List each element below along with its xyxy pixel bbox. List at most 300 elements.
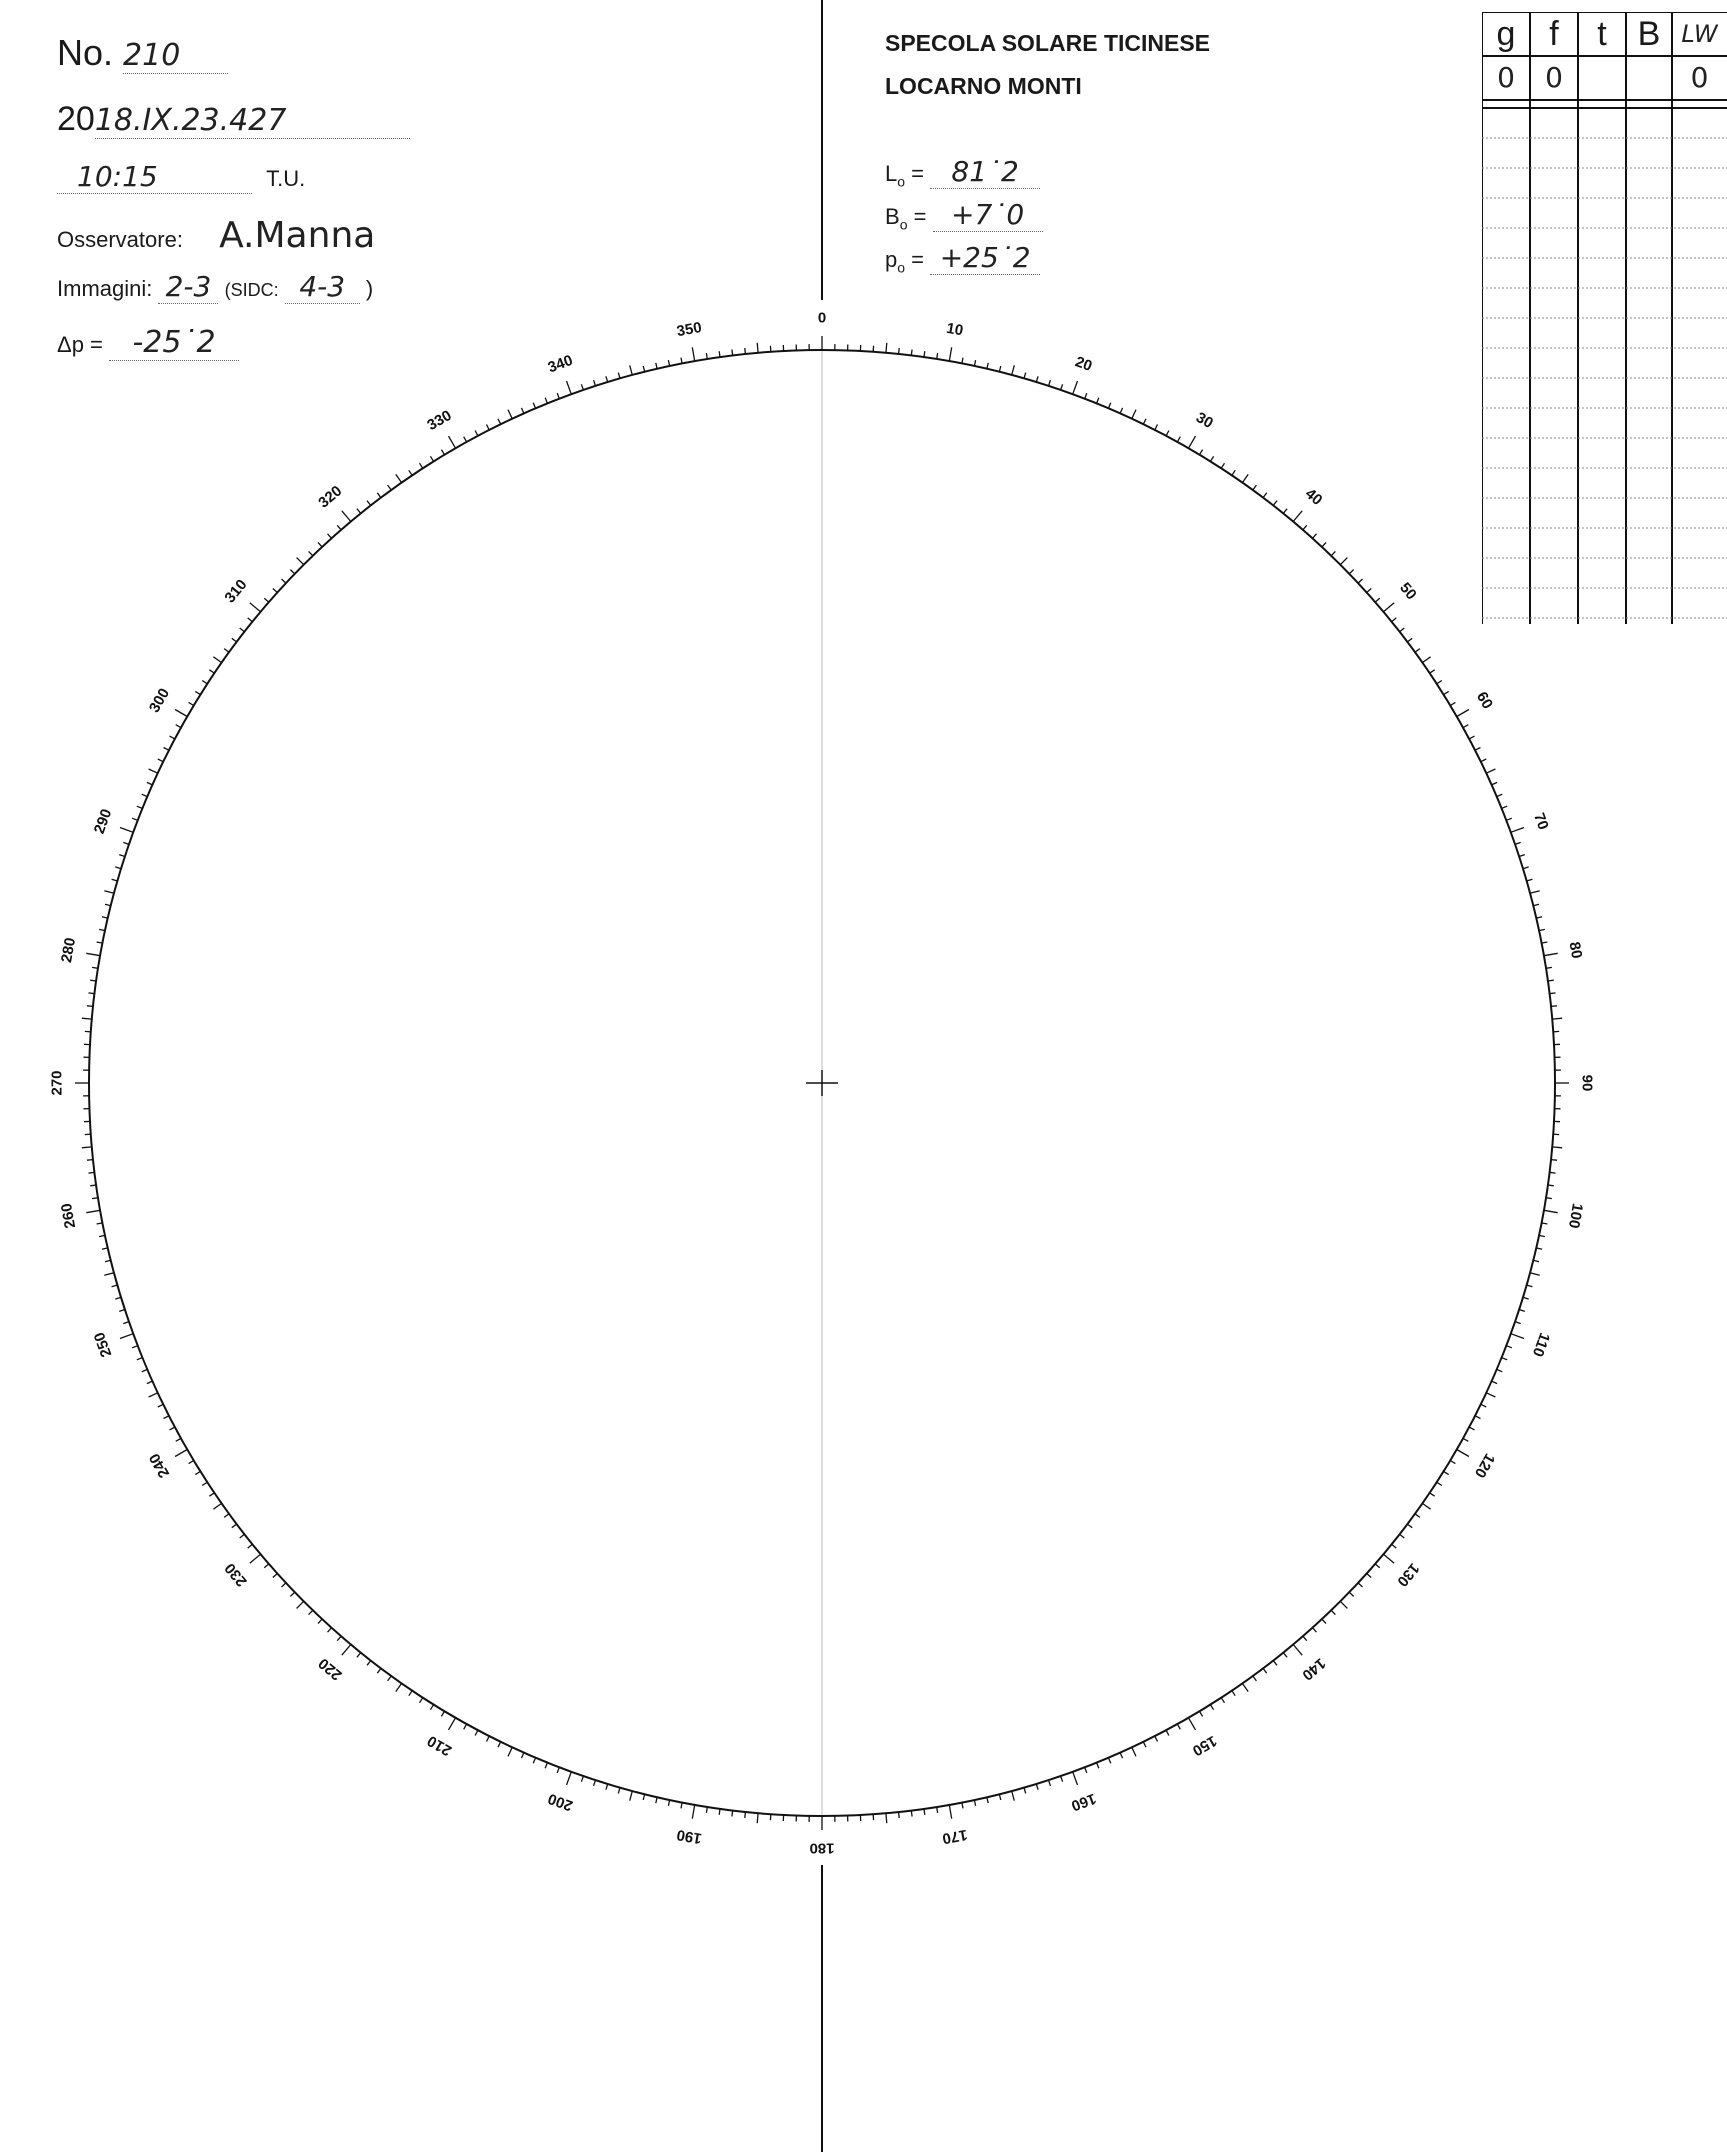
degree-tick xyxy=(1200,1711,1203,1716)
observatory-location: LOCARNO MONTI xyxy=(885,73,1082,99)
degree-tick xyxy=(1542,1223,1548,1224)
degree-tick xyxy=(1036,376,1038,382)
degree-tick xyxy=(606,1784,608,1790)
degree-tick xyxy=(656,363,657,369)
degree-tick xyxy=(1221,1698,1224,1703)
degree-label: 30 xyxy=(1193,408,1216,433)
degree-label: 40 xyxy=(1301,485,1326,509)
degree-tick xyxy=(1542,942,1548,943)
degree-tick xyxy=(1492,782,1498,785)
degree-tick xyxy=(273,1574,278,1578)
degree-tick xyxy=(949,1805,951,1819)
degree-tick xyxy=(745,348,746,354)
degree-label: 260 xyxy=(58,1201,80,1230)
degree-tick xyxy=(99,1235,105,1236)
degree-tick xyxy=(1097,1763,1099,1769)
degree-tick xyxy=(1283,509,1287,514)
degree-tick xyxy=(90,1185,96,1186)
degree-tick xyxy=(873,346,874,352)
degree-tick xyxy=(1061,1776,1063,1782)
degree-tick xyxy=(318,1619,322,1623)
degree-tick xyxy=(224,649,229,653)
degree-tick xyxy=(1430,1493,1435,1496)
degree-tick xyxy=(508,410,512,419)
degree-label: 310 xyxy=(221,576,251,607)
degree-tick xyxy=(195,1471,200,1474)
degree-tick xyxy=(1375,598,1380,602)
degree-tick xyxy=(1049,1780,1051,1786)
degree-tick xyxy=(656,1797,657,1803)
degree-tick xyxy=(770,346,771,352)
degree-tick xyxy=(430,456,433,461)
degree-tick xyxy=(681,358,682,364)
degree-tick xyxy=(1457,710,1469,717)
degree-label: 80 xyxy=(1565,940,1586,960)
degree-tick xyxy=(377,493,381,498)
degree-tick xyxy=(1012,365,1015,375)
degree-tick xyxy=(342,1645,351,1656)
degree-tick xyxy=(1392,618,1397,622)
degree-tick xyxy=(1530,891,1540,894)
degree-tick xyxy=(719,1809,720,1815)
degree-tick xyxy=(102,917,108,918)
l0-eq: = xyxy=(911,161,925,186)
time-unit: T.U. xyxy=(266,166,306,191)
degree-tick xyxy=(147,782,153,785)
degree-tick xyxy=(120,1334,133,1339)
degree-tick xyxy=(213,1503,221,1509)
degree-label: 110 xyxy=(1528,1330,1554,1359)
degree-tick xyxy=(1108,403,1110,409)
degree-tick xyxy=(937,353,938,359)
degree-tick xyxy=(949,347,951,361)
l0-label: L xyxy=(885,161,898,186)
degree-tick xyxy=(719,351,720,357)
degree-tick xyxy=(195,691,200,694)
degree-tick xyxy=(1143,1742,1146,1747)
degree-tick xyxy=(1367,1574,1372,1578)
degree-tick xyxy=(1049,380,1051,386)
degree-tick xyxy=(643,1794,645,1800)
degree-tick xyxy=(681,1803,682,1809)
degree-tick xyxy=(132,1346,138,1348)
degree-tick xyxy=(441,1711,444,1716)
degree-label: 50 xyxy=(1396,579,1420,604)
degree-tick xyxy=(1340,558,1347,565)
degree-tick xyxy=(1551,1006,1557,1007)
degree-tick xyxy=(732,1811,733,1817)
degree-label: 230 xyxy=(221,1559,251,1590)
degree-tick xyxy=(533,1758,535,1764)
degree-tick xyxy=(962,1803,963,1809)
degree-tick xyxy=(1293,1645,1302,1656)
degree-tick xyxy=(290,1592,294,1596)
degree-tick xyxy=(1533,904,1539,906)
degree-tick xyxy=(112,879,118,881)
p0-sub: o xyxy=(897,259,906,276)
degree-tick xyxy=(158,1404,163,1407)
observer-label: Osservatore: xyxy=(57,227,183,252)
degree-tick xyxy=(1548,980,1554,981)
degree-tick xyxy=(1349,570,1353,574)
header-t: t xyxy=(1597,15,1607,53)
degree-tick xyxy=(409,1691,412,1696)
degree-tick xyxy=(1097,398,1099,404)
degree-label: 340 xyxy=(545,351,576,377)
degree-tick xyxy=(1283,1653,1287,1658)
degree-tick xyxy=(240,1534,245,1538)
date-value: 18.IX.23.427 xyxy=(95,103,410,139)
degree-tick xyxy=(176,1438,181,1441)
degree-tick xyxy=(189,1461,194,1464)
b0-value: +7˙0 xyxy=(933,198,1043,232)
degree-tick xyxy=(1544,1210,1558,1212)
degree-tick xyxy=(1553,1031,1559,1032)
degree-label: 20 xyxy=(1072,353,1095,375)
degree-tick xyxy=(420,463,423,468)
center-cross xyxy=(806,1070,838,1096)
degree-tick xyxy=(475,1730,478,1735)
degree-tick xyxy=(1539,929,1545,930)
observatory-name: SPECOLA SOLARE TICINESE xyxy=(885,30,1211,56)
degree-tick xyxy=(630,1791,633,1801)
degree-tick xyxy=(1497,1369,1503,1371)
value-f: 0 xyxy=(1545,61,1563,94)
degree-label: 170 xyxy=(940,1825,969,1847)
images-label: Immagini: xyxy=(57,276,153,301)
degree-tick xyxy=(557,1767,559,1773)
degree-tick xyxy=(1166,1730,1169,1735)
degree-tick xyxy=(668,1800,669,1806)
degree-tick xyxy=(1400,628,1405,632)
degree-tick xyxy=(1024,373,1026,379)
degree-tick xyxy=(82,1147,92,1148)
degree-tick xyxy=(521,1753,524,1759)
degree-tick xyxy=(119,1310,125,1312)
degree-tick xyxy=(123,842,129,844)
degree-tick xyxy=(1486,1393,1495,1397)
degree-tick xyxy=(85,1031,91,1032)
degree-tick xyxy=(1481,1404,1486,1407)
degree-tick xyxy=(487,425,490,430)
degree-tick xyxy=(475,431,478,436)
degree-tick xyxy=(1313,534,1317,539)
degree-tick xyxy=(1539,1235,1545,1236)
degree-tick xyxy=(1511,1334,1524,1339)
degree-tick xyxy=(987,363,988,369)
degree-tick xyxy=(1012,1791,1015,1801)
degree-label: 250 xyxy=(90,1329,116,1360)
degree-tick xyxy=(297,558,304,565)
degree-tick xyxy=(1322,543,1326,547)
degree-tick xyxy=(757,1813,758,1823)
degree-tick xyxy=(1492,1381,1498,1384)
degree-tick xyxy=(430,1705,433,1710)
degree-tick xyxy=(1331,551,1335,555)
degree-tick xyxy=(248,618,253,622)
degree-tick xyxy=(1463,1438,1468,1441)
degree-tick xyxy=(213,657,221,663)
degree-tick xyxy=(102,1248,108,1249)
degree-tick xyxy=(1108,1758,1110,1764)
degree-tick xyxy=(1132,1747,1136,1756)
sidc-value: 4-3 xyxy=(285,270,360,304)
degree-tick xyxy=(175,710,187,717)
degree-tick xyxy=(987,1797,988,1803)
p0-eq: = xyxy=(911,247,925,272)
degree-tick xyxy=(1502,806,1508,808)
degree-tick xyxy=(643,366,645,372)
degree-tick xyxy=(87,1160,93,1161)
degree-tick xyxy=(487,1736,490,1741)
degree-tick xyxy=(1232,1691,1235,1696)
degree-label: 190 xyxy=(675,1825,704,1847)
degree-tick xyxy=(1430,670,1435,673)
degree-tick xyxy=(132,818,138,820)
degree-tick xyxy=(618,1788,620,1794)
degree-label: 240 xyxy=(145,1450,174,1481)
degree-tick xyxy=(1367,589,1372,593)
degree-tick xyxy=(594,1780,596,1786)
degree-tick xyxy=(692,347,694,361)
degree-tick xyxy=(1303,1636,1307,1641)
degree-tick xyxy=(189,702,194,705)
degree-tick xyxy=(1551,1160,1557,1161)
number-value: 210 xyxy=(123,38,228,74)
degree-tick xyxy=(1422,657,1430,663)
degree-tick xyxy=(90,980,96,981)
images-value: 2-3 xyxy=(158,270,218,304)
degree-tick xyxy=(342,511,351,522)
degree-tick xyxy=(1437,1482,1442,1485)
degree-tick xyxy=(962,358,963,364)
degree-label: 200 xyxy=(545,1789,576,1815)
degree-tick xyxy=(282,579,286,583)
degree-tick xyxy=(567,1772,572,1785)
l0-value: 81˙2 xyxy=(930,155,1040,189)
degree-tick xyxy=(1546,1198,1552,1199)
sidc-close: ) xyxy=(365,276,374,301)
degree-tick xyxy=(1155,425,1158,430)
degree-tick xyxy=(464,1724,467,1729)
degree-tick xyxy=(115,1297,121,1299)
degree-tick xyxy=(1210,1705,1213,1710)
degree-tick xyxy=(1475,748,1480,751)
degree-tick xyxy=(899,348,900,354)
degree-label: 330 xyxy=(424,406,455,435)
degree-tick xyxy=(328,534,332,539)
degree-tick xyxy=(567,381,572,394)
degree-tick xyxy=(120,828,133,833)
degree-tick xyxy=(1536,917,1542,918)
degree-tick xyxy=(449,436,456,448)
degree-tick xyxy=(1422,1503,1430,1509)
degree-tick xyxy=(1548,1185,1554,1186)
degree-tick xyxy=(1457,1450,1469,1457)
value-g: 0 xyxy=(1497,61,1515,94)
degree-tick xyxy=(1444,691,1449,694)
degree-tick xyxy=(1322,1619,1326,1623)
degree-tick xyxy=(1552,1018,1562,1019)
degree-tick xyxy=(1340,1601,1347,1608)
degree-tick xyxy=(581,1776,583,1782)
degree-label: 280 xyxy=(58,936,80,965)
degree-tick xyxy=(873,1814,874,1820)
degree-tick xyxy=(594,380,596,386)
degree-tick xyxy=(105,904,111,906)
degree-tick xyxy=(1552,1147,1562,1148)
header-g: g xyxy=(1496,15,1516,53)
degree-tick xyxy=(105,1260,111,1262)
degree-tick xyxy=(1242,474,1248,482)
degree-tick xyxy=(1519,855,1525,857)
degree-tick xyxy=(1143,419,1146,424)
degree-tick xyxy=(1415,649,1420,653)
degree-tick xyxy=(1273,501,1277,506)
degree-tick xyxy=(1437,681,1442,684)
degree-tick xyxy=(924,1809,925,1815)
degree-tick xyxy=(899,1812,900,1818)
degree-tick xyxy=(533,403,535,409)
degree-tick xyxy=(1358,1583,1362,1587)
time-value: 10:15 xyxy=(57,160,252,194)
degree-tick xyxy=(1358,579,1362,583)
degree-tick xyxy=(1221,463,1224,468)
degree-tick xyxy=(630,365,633,375)
degree-tick xyxy=(1392,1544,1397,1548)
degree-label: 300 xyxy=(145,685,174,716)
observer-value: A.Manna xyxy=(219,215,376,256)
degree-tick xyxy=(1400,1534,1405,1538)
degree-tick xyxy=(1024,1788,1026,1794)
degree-tick xyxy=(1073,381,1078,394)
degree-tick xyxy=(232,638,237,642)
header-LW: LW xyxy=(1681,20,1718,48)
degree-label: 120 xyxy=(1470,1450,1499,1481)
degree-tick xyxy=(1177,437,1180,442)
sidc-label: (SIDC: xyxy=(224,280,279,300)
degree-label: 150 xyxy=(1189,1731,1220,1760)
degree-tick xyxy=(92,967,98,968)
degree-tick xyxy=(115,867,121,869)
degree-label: 100 xyxy=(1564,1201,1586,1230)
degree-tick xyxy=(1519,1310,1525,1312)
b0-eq: = xyxy=(913,204,927,229)
degree-tick xyxy=(606,376,608,382)
degree-tick xyxy=(692,1805,694,1819)
degree-tick xyxy=(409,470,412,475)
degree-tick xyxy=(521,408,524,414)
degree-tick xyxy=(1263,493,1267,498)
degree-tick xyxy=(97,942,103,943)
degree-tick xyxy=(1349,1592,1353,1596)
degree-tick xyxy=(264,1564,269,1568)
degree-tick xyxy=(1450,1461,1455,1464)
degree-tick xyxy=(974,360,975,366)
degree-tick xyxy=(1155,1736,1158,1741)
degree-tick xyxy=(420,1698,423,1703)
degree-tick xyxy=(1481,759,1486,762)
degree-tick xyxy=(1550,993,1556,994)
degree-label: 320 xyxy=(315,482,346,512)
degree-tick xyxy=(911,350,912,356)
degree-tick xyxy=(388,1676,392,1681)
degree-tick xyxy=(1506,1346,1512,1348)
degree-tick xyxy=(1527,879,1533,881)
degree-tick xyxy=(1273,1661,1277,1666)
degree-tick xyxy=(170,736,175,739)
degree-tick xyxy=(1530,1273,1540,1276)
degree-tick xyxy=(1486,769,1495,773)
degree-tick xyxy=(137,1358,143,1360)
degree-tick xyxy=(119,855,125,857)
degree-tick xyxy=(757,343,758,353)
degree-tick xyxy=(142,794,148,796)
b0-sub: o xyxy=(899,216,908,233)
degree-tick xyxy=(337,525,341,530)
degree-label: 130 xyxy=(1393,1559,1423,1590)
degree-tick xyxy=(1444,1471,1449,1474)
degree-tick xyxy=(104,1273,114,1276)
degree-tick xyxy=(1546,967,1552,968)
degree-tick xyxy=(250,603,261,612)
degree-tick xyxy=(1506,818,1512,820)
degree-tick xyxy=(104,891,114,894)
degree-tick xyxy=(1132,410,1136,419)
degree-tick xyxy=(1189,1718,1196,1730)
degree-tick xyxy=(1293,511,1302,522)
degree-tick xyxy=(441,450,444,455)
degree-tick xyxy=(911,1811,912,1817)
p0-value: +25˙2 xyxy=(930,241,1040,275)
degree-tick xyxy=(337,1636,341,1641)
degree-tick xyxy=(250,1554,261,1563)
degree-tick xyxy=(149,1393,158,1397)
degree-tick xyxy=(1536,1248,1542,1249)
degree-tick xyxy=(1469,1427,1474,1430)
degree-tick xyxy=(224,1514,229,1518)
degree-tick xyxy=(396,1683,402,1691)
degree-tick xyxy=(1085,1767,1087,1773)
number-label: No. xyxy=(57,32,114,73)
degree-label: 290 xyxy=(90,806,116,837)
degree-label: 70 xyxy=(1530,810,1552,833)
degree-tick xyxy=(449,1718,456,1730)
degree-tick xyxy=(209,670,214,673)
degree-tick xyxy=(273,589,278,593)
delta-p-value: -25˙2 xyxy=(109,325,239,361)
degree-tick xyxy=(357,1653,361,1658)
degree-tick xyxy=(668,360,669,366)
degree-tick xyxy=(290,570,294,574)
degree-tick xyxy=(886,1813,887,1823)
degree-tick xyxy=(1036,1784,1038,1790)
degree-tick xyxy=(309,1610,313,1614)
degree-tick xyxy=(1450,702,1455,705)
degree-tick xyxy=(282,1583,286,1587)
degree-tick xyxy=(89,1172,95,1173)
degree-tick xyxy=(202,1482,207,1485)
degree-tick xyxy=(1415,1514,1420,1518)
degree-tick xyxy=(328,1628,332,1633)
degree-label: 10 xyxy=(945,319,965,340)
degree-tick xyxy=(1553,1134,1559,1135)
degree-tick xyxy=(1384,1554,1395,1563)
degree-tick xyxy=(1502,1358,1508,1360)
degree-tick xyxy=(86,953,100,955)
degree-tick xyxy=(202,681,207,684)
degree-tick xyxy=(142,1369,148,1371)
